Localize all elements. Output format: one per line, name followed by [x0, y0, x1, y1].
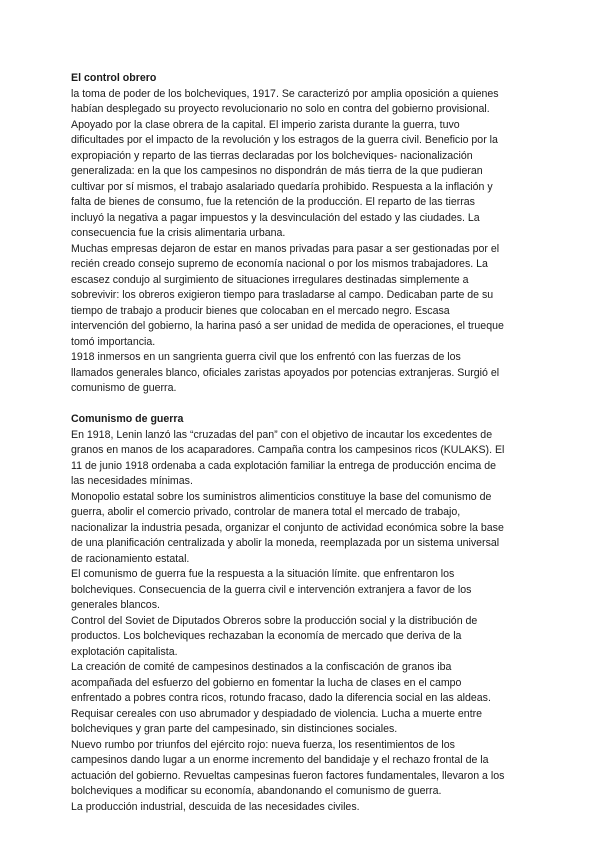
- text-line: dificultades por el impacto de la revolución y los estragos de la guerra civil. Beneficio por la: [71, 134, 498, 146]
- text-line: El comunismo de guerra fue la respuesta a la situación límite. que enfrentaron los: [71, 568, 455, 580]
- section-heading: El control obrero: [71, 72, 157, 84]
- text-line: habían desplegado su proyecto revolucionario no solo en contra del gobierno provisional.: [71, 103, 490, 115]
- text-line: 1918 inmersos en un sangrienta guerra civil que los enfrentó con las fuerzas de los: [71, 351, 461, 363]
- text-line: recién creado consejo supremo de economía nacional o por los mismos trabajadores. La: [71, 258, 488, 270]
- text-line: de racionamiento estatal.: [71, 552, 190, 565]
- text-line: Muchas empresas dejaron de estar en manos privadas para pasar a ser gestionadas por el: [71, 242, 500, 255]
- section-heading: Comunismo de guerra: [71, 413, 184, 425]
- text-line: actuación del gobierno. Revueltas campesinas fueron factores fundamentales, llevaron a los: [71, 769, 505, 782]
- text-line: En 1918, Lenin lanzó las “cruzadas del pan” con el objetivo de incautar los excedentes de: [71, 428, 493, 441]
- text-line: falta de bienes de consumo, fue la retención de la producción. El reparto de las tierras: [71, 196, 475, 208]
- text-line: sobrevivir: los obreros exigieron tiempo para trasladarse al campo. Dedicaban parte de su: [71, 289, 494, 301]
- text-line: la toma de poder de los bolcheviques, 1917. Se caracterizó por amplia oposición a quienes: [71, 87, 499, 100]
- text-line: productos. Los bolcheviques rechazaban la economía de mercado que deriva de la: [71, 630, 462, 642]
- text-line: Requisar cereales con uso abrumador y despiadado de violencia. Lucha a muerte entre: [71, 707, 483, 720]
- text-line: intervención del gobierno, la harina pasó a ser unidad de medida de operaciones, el trueque: [71, 320, 504, 332]
- section-control-obrero: [71, 71, 538, 397]
- text-line: explotación capitalista.: [71, 645, 178, 658]
- text-line: incluyó la negativa a pagar impuestos y la desvinculación del estado y las ciudades. La: [71, 211, 480, 224]
- text-line: nacionalizar la industria pesada, organizar el conjunto de actividad económica sobre la base: [71, 521, 504, 534]
- text-line: La creación de comité de campesinos destinados a la confiscación de granos iba: [71, 661, 452, 673]
- text-line: escasez condujo al surgimiento de situaciones irregulares destinadas simplemente a: [71, 273, 469, 286]
- text-line: tiempo de trabajo a producir bienes que colocaban en el mercado negro. Escasa: [71, 304, 450, 317]
- text-line: bolcheviques. Consecuencia de la guerra civil e intervención extranjera a favor de los: [71, 583, 472, 596]
- text-line: campesinos dando lugar a un enorme incremento del bandidaje y el rechazo frontal de la: [71, 754, 489, 766]
- text-line: enfrentado a pobres contra ricos, rotundo fracaso, dado la diferencia social en las aldeas.: [71, 692, 491, 704]
- section-comunismo-de-guerra: [71, 412, 538, 815]
- text-line: bolcheviques a modificar su economía, abandonando el comunismo de guerra.: [71, 785, 442, 797]
- text-line: generalizada: en la que los campesinos no dispondrán de más tierra de la que pudieran: [71, 165, 483, 177]
- text-line: tomó importancia.: [71, 335, 156, 348]
- text-line: llamados generales blanco, oficiales zaristas apoyados por potencias extranjeras. Surgió el: [71, 366, 500, 379]
- text-line: granos en manos de los acaparadores. Campaña contra los campesinos ricos (KULAKS). El: [71, 444, 505, 456]
- text-line: generales blancos.: [71, 599, 160, 611]
- text-line: comunismo de guerra.: [71, 382, 177, 394]
- text-line: expropiación y reparto de las tierras declaradas por los bolcheviques- nacionalización: [71, 149, 473, 162]
- text-line: 11 de junio 1918 ordenaba a cada explotación familiar la entrega de producción encima de: [71, 459, 497, 472]
- text-line: Control del Soviet de Diputados Obreros sobre la producción social y la distribución de: [71, 614, 478, 627]
- text-line: acompañada del esfuerzo del gobierno en fomentar la lucha de clases en el campo: [71, 676, 462, 689]
- text-line: las necesidades mínimas.: [71, 475, 193, 487]
- text-line: Monopolio estatal sobre los suministros alimenticios constituye la base del comunismo de: [71, 490, 492, 503]
- text-line: bolcheviques y gran parte del campesinado, sin distinciones sociales.: [71, 723, 398, 735]
- text-line: Apoyado por la clase obrera de la capital. El imperio zarista durante la guerra, tuvo: [71, 118, 460, 131]
- text-line: cultivar por sí mismos, el trabajo asalariado quedaría prohibido. Respuesta a la inflación y: [71, 180, 493, 193]
- text-line: La producción industrial, descuida de las necesidades civiles.: [71, 800, 360, 813]
- text-line: Nuevo rumbo por triunfos del ejército rojo: nueva fuerza, los resentimientos de los: [71, 738, 455, 751]
- text-line: consecuencia fue la crisis alimentaria urbana.: [71, 227, 286, 239]
- section-body: [71, 87, 538, 397]
- text-line: de una planificación centralizada y abolir la moneda, reemplazada por un sistema universal: [71, 537, 500, 549]
- paragraph-gap: [71, 397, 538, 413]
- section-body: [71, 428, 538, 816]
- text-line: guerra, abolir el comercio privado, controlar de manera total el mercado de trabajo,: [71, 506, 461, 518]
